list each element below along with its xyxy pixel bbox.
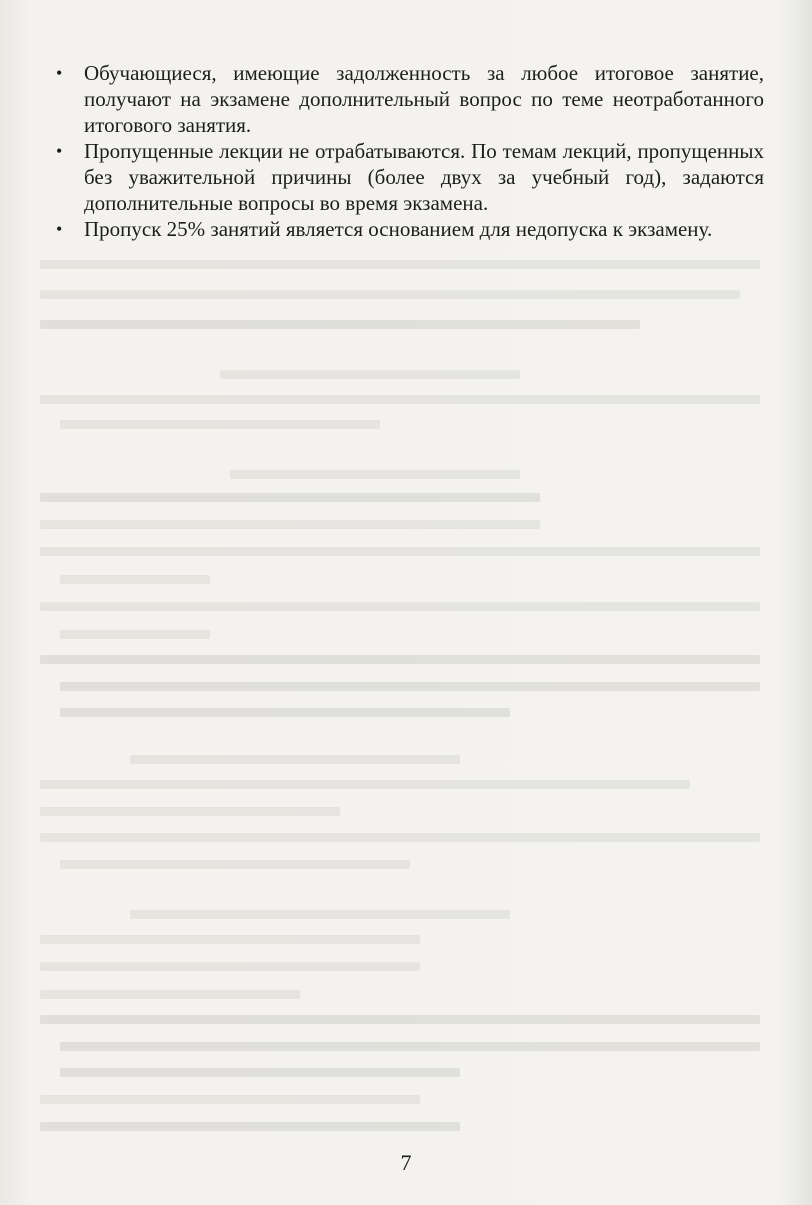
- list-item: [52, 216, 764, 242]
- bullet: •: [56, 141, 63, 161]
- list-item-text: Пропущенные лекции не отрабатываются. По темам лекций, пропущенных без уважительной причины (более двух за учебный год), задаются дополнительные вопросы во время экзамена.: [84, 139, 764, 215]
- list-item-text: Пропуск 25% занятий является основанием для недопуска к экзамену.: [84, 217, 713, 241]
- bullet: •: [56, 63, 63, 83]
- list-item-text: Обучающиеся, имеющие задолженность за любое итоговое занятие, получают на экзамене дополнительный вопрос по теме неотработанного итогового занятия.: [84, 61, 764, 137]
- page-number: 7: [400, 1150, 412, 1175]
- rules-list: [52, 60, 764, 242]
- list-item: [52, 60, 764, 138]
- list-item: [52, 138, 764, 216]
- bullet: •: [56, 219, 63, 239]
